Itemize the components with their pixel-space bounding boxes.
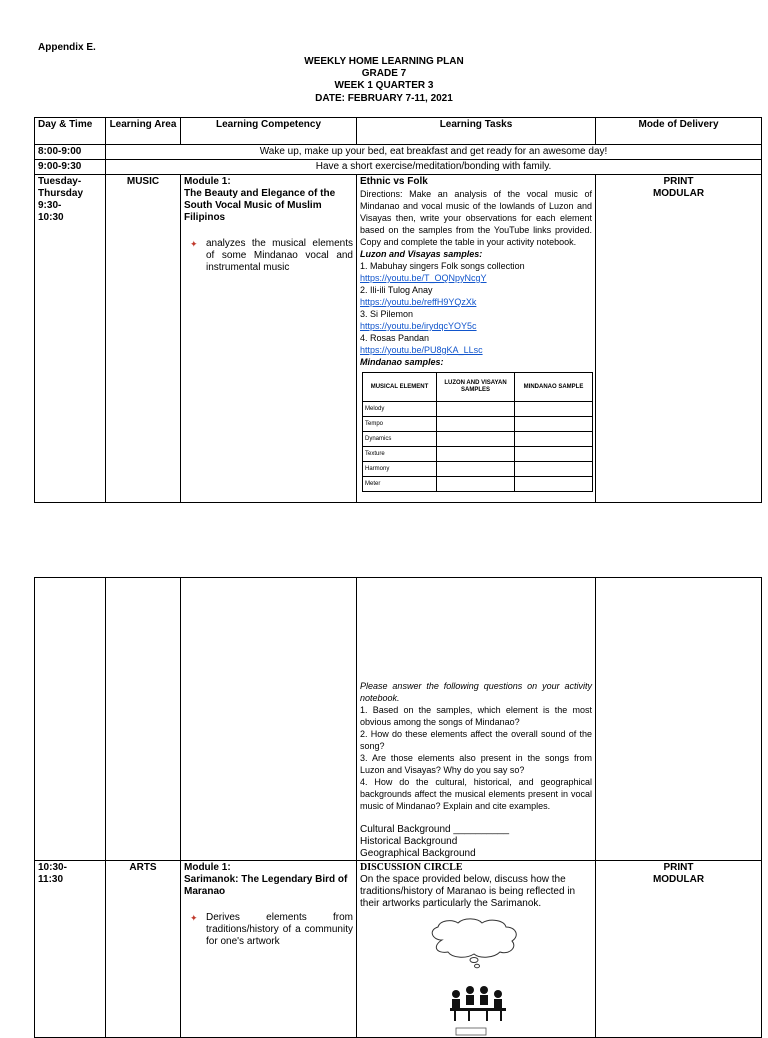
arts-time: 10:30- 11:30 — [35, 861, 106, 1038]
people-meeting-icon — [450, 986, 506, 1021]
grade-label: GRADE 7 — [361, 68, 407, 79]
discussion-circle-title: DISCUSSION CIRCLE — [360, 862, 463, 873]
task-title: Ethnic vs Folk — [360, 176, 428, 187]
music-area: MUSIC — [106, 175, 181, 503]
music-mode: PRINT MODULAR — [596, 175, 762, 503]
col-learning-tasks: Learning Tasks — [357, 118, 596, 145]
musical-element-table: MUSICAL ELEMENT LUZON AND VISAYAN SAMPLES MINDANAO SAMPLE Melody Tempo Dynamics Texture Harmony Meter — [362, 372, 593, 492]
plan-table-page2 — [34, 577, 762, 1038]
appendix-label: Appendix E. — [38, 42, 96, 53]
discussion-circle-illustration — [422, 918, 542, 1036]
bullet-arrow-icon: ✦ — [190, 239, 198, 249]
col-day-time: Day & Time — [35, 118, 106, 145]
plan-title: WEEKLY HOME LEARNING PLAN — [304, 56, 464, 67]
music-competency-text: analyzes the musical elements of some Mindanao vocal and instrumental music — [206, 238, 353, 273]
arts-mode: PRINT MODULAR — [596, 861, 762, 1038]
arts-competency: Module 1: Sarimanok: The Legendary Bird of Maranao ✦ Derives elements from traditions/history of a community for one's artwork — [181, 861, 357, 1038]
routine-time-2: 9:00-9:30 — [35, 160, 106, 175]
thought-cloud-icon — [432, 919, 516, 968]
arts-tasks: DISCUSSION CIRCLE On the space provided below, discuss how the traditions/history of Maranao is being reflected in their artworks particularly the Sarimanok. — [357, 861, 596, 1038]
youtube-link-2[interactable]: https://youtu.be/reffH9YQzXk — [360, 297, 477, 307]
routine-text-2: Have a short exercise/meditation/bonding with family. — [106, 160, 762, 175]
caption-box — [456, 1028, 486, 1035]
youtube-link-3[interactable]: https://youtu.be/irydqcYOY5c — [360, 321, 477, 331]
youtube-link-1[interactable]: https://youtu.be/T_OQNpyNcgY — [360, 273, 487, 283]
col-learning-area: Learning Area — [106, 118, 181, 145]
routine-text-1: Wake up, make up your bed, eat breakfast and get ready for an awesome day! — [106, 145, 762, 160]
music-competency: Module 1: The Beauty and Elegance of the South Vocal Music of Muslim Filipinos ✦ analyzes the musical elements of some Mindanao vocal and instrumental music — [181, 175, 357, 503]
music-tasks: Ethnic vs Folk Directions: Make an analysis of the vocal music of Mindanao and vocal music of the lowlands of Luzon and Visayas then, write your observations for each element based on the samples from the YouTube links provided. Copy and complete the table in your activity notebook. Luzon and Visayas samples: 1. Mabuhay singers Folk songs collection https://youtu.be/T_OQNpyNcgY 2. Ili-ili Tulog Anay https://youtu.be/reffH9YQzXk 3. Si Pilemon https://youtu.be/irydqcYOY5c 4. Rosas Pandan https://youtu.be/PU8gKA_LLsc Mindanao samples: MUSICAL ELEMENT LUZON AND VISAYAN SAMPLES MINDANAO SAMPLE Melody Tempo Dynamics Texture Harmony Meter — [357, 175, 596, 503]
arts-area: ARTS — [106, 861, 181, 1038]
arts-competency-text: Derives elements from traditions/history of a community for one's artwork — [206, 912, 353, 947]
col-learning-competency: Learning Competency — [181, 118, 357, 145]
week-label: WEEK 1 QUARTER 3 — [334, 80, 434, 91]
music-day-time: Tuesday- Thursday 9:30- 10:30 — [35, 175, 106, 503]
plan-table-page1 — [34, 117, 762, 503]
date-label: DATE: FEBRUARY 7-11, 2021 — [315, 93, 453, 104]
discussion-questions: Please answer the following questions on your activity notebook. 1. Based on the samples, which element is the most obvious among the songs of Mindanao? 2. How do these elements affect the overall sound of the song? 3. Are those elements also present in the songs from Luzon and Visayas? Why do you say so? 4. How do the cultural, historical, and geographical backgrounds affect the musical elements present in vocal music of Mindanao? Explain and cite examples. Cultural Background __________ Historical Background Geographical Background — [357, 578, 596, 861]
youtube-link-4[interactable]: https://youtu.be/PU8gKA_LLsc — [360, 345, 483, 355]
task-directions: Directions: Make an analysis of the vocal music of Mindanao and vocal music of the lowlands of Luzon and Visayas then, write your observations for each element based on the samples from the YouTube links provided. Copy and complete the table in your activity notebook. — [360, 189, 592, 247]
col-mode-of-delivery: Mode of Delivery — [596, 118, 762, 145]
bullet-arrow-icon: ✦ — [190, 913, 198, 923]
routine-time-1: 8:00-9:00 — [35, 145, 106, 160]
